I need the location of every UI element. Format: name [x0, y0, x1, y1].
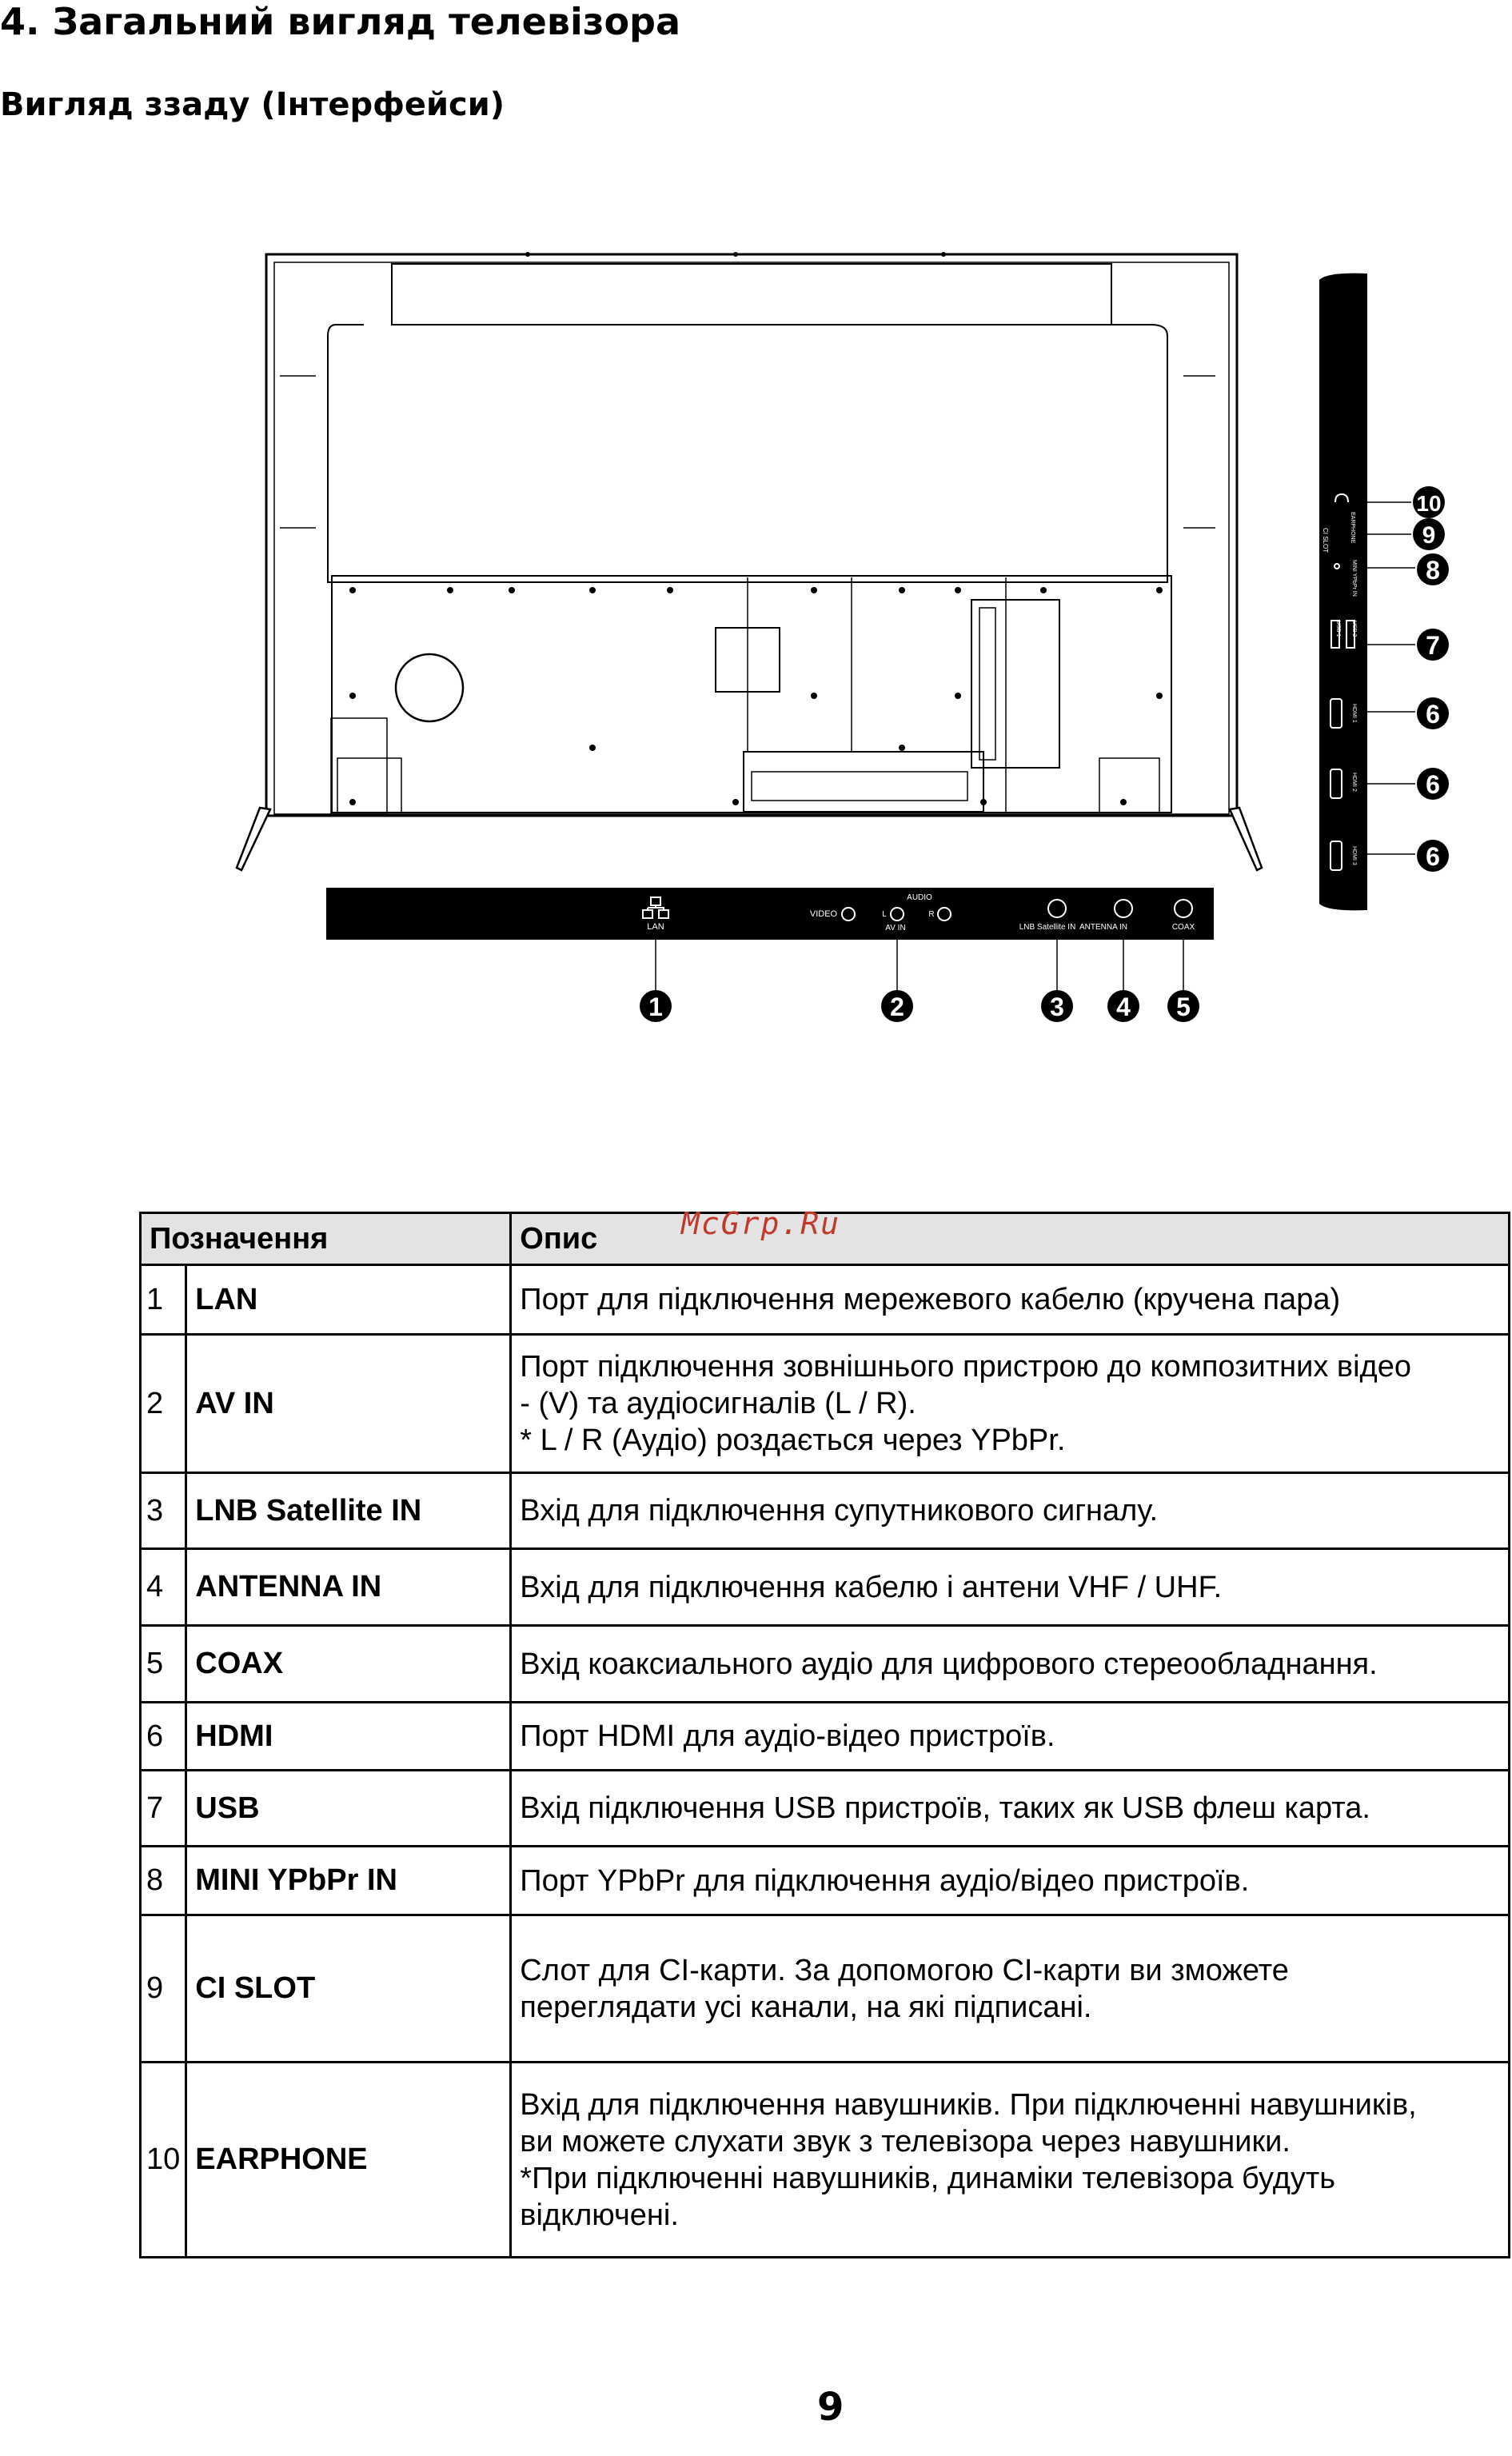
- row-description: Вхід для підключення кабелю і антени VHF / UHF.: [511, 1549, 1510, 1626]
- lan-label: LAN: [647, 922, 664, 932]
- callout-6-b: [1417, 768, 1449, 800]
- callout-9: [1413, 518, 1445, 550]
- section-heading: 4. Загальний вигляд телевізора: [0, 0, 681, 43]
- callout-8: [1417, 553, 1449, 585]
- row-number: 8: [141, 1847, 186, 1915]
- row-description: Вхід для підключення навушників. При підключенні навушників, ви можете слухати звук з телевізора через навушники. *При підключенні навушників, динаміки телевізора будуть відключені.: [511, 2063, 1510, 2258]
- table-row: [141, 1915, 1510, 2063]
- svg-text:7: 7: [1426, 631, 1440, 660]
- row-number: 10: [141, 2063, 186, 2258]
- table-row: [141, 1626, 1510, 1703]
- table-row: [141, 1265, 1510, 1335]
- svg-text:5: 5: [1176, 992, 1191, 1021]
- row-name: ANTENNA IN: [186, 1549, 511, 1626]
- header-description: Опис: [511, 1213, 1510, 1265]
- video-label: VIDEO: [809, 909, 838, 919]
- table-row: [141, 1703, 1510, 1771]
- svg-text:9: 9: [1422, 522, 1436, 549]
- hdmi3-label: HDMI 3: [1351, 846, 1357, 865]
- svg-text:1: 1: [648, 992, 663, 1021]
- callout-7: [1417, 629, 1449, 661]
- svg-text:6: 6: [1426, 770, 1440, 799]
- callout-10: [1413, 486, 1445, 518]
- screw-dots: [349, 252, 1163, 805]
- mini-ypbpr-label: MINI YPbPr IN: [1351, 560, 1357, 597]
- row-name: CI SLOT: [186, 1915, 511, 2063]
- audio-r-label: R: [928, 910, 935, 919]
- audio-l-label: L: [882, 910, 887, 919]
- side-leader-lines: [1367, 502, 1415, 854]
- row-description: Вхід коаксиального аудіо для цифрового стереообладнання.: [511, 1626, 1510, 1703]
- row-description: Вхід для підключення супутникового сигналу.: [511, 1473, 1510, 1549]
- row-name: LAN: [186, 1265, 511, 1335]
- usb1-label: USB 1: [1335, 621, 1341, 637]
- row-number: 5: [141, 1626, 186, 1703]
- hdmi2-label: HDMI 2: [1351, 773, 1357, 792]
- callout-6-a: [1417, 697, 1449, 729]
- row-name: EARPHONE: [186, 2063, 511, 2258]
- row-name: USB: [186, 1771, 511, 1847]
- bottom-leader-lines: [656, 940, 1183, 990]
- svg-text:3: 3: [1050, 992, 1064, 1021]
- row-description: Порт YPbPr для підключення аудіо/відео пристроїв.: [511, 1847, 1510, 1915]
- row-description: Порт для підключення мережевого кабелю (кручена пара): [511, 1265, 1510, 1335]
- svg-text:6: 6: [1426, 842, 1440, 871]
- svg-text:6: 6: [1426, 700, 1440, 729]
- section-subheading: Вигляд ззаду (Інтерфейси): [0, 86, 505, 123]
- row-name: HDMI: [186, 1703, 511, 1771]
- lnb-label: LNB Satellite IN: [1019, 923, 1076, 932]
- tv-back-drawing: [237, 254, 1262, 870]
- callout-1: [640, 990, 672, 1022]
- svg-text:4: 4: [1116, 992, 1131, 1021]
- callout-5: [1167, 990, 1199, 1022]
- callout-2: [881, 990, 913, 1022]
- row-description: Порт HDMI для аудіо-відео пристроїв.: [511, 1703, 1510, 1771]
- table-row: [141, 2063, 1510, 2258]
- page-number: 9: [817, 2385, 844, 2430]
- row-description: Порт підключення зовнішнього пристрою до композитних відео - (V) та аудіосигналів (L / R). * L / R (Аудіо) роздається через YPbPr.: [511, 1335, 1510, 1473]
- row-name: MINI YPbPr IN: [186, 1847, 511, 1915]
- ci-slot-label: CI SLOT: [1322, 528, 1329, 553]
- antenna-label: ANTENNA IN: [1079, 923, 1128, 932]
- row-description: Слот для CI-карти. За допомогою CI-карти ви зможете переглядати усі канали, на які підписані.: [511, 1915, 1510, 2063]
- row-description: Вхід підключення USB пристроїв, таких як USB флеш карта.: [511, 1771, 1510, 1847]
- svg-text:8: 8: [1426, 556, 1440, 585]
- row-name: AV IN: [186, 1335, 511, 1473]
- table-row: [141, 1473, 1510, 1549]
- callout-6-c: [1417, 840, 1449, 872]
- row-number: 7: [141, 1771, 186, 1847]
- table-row: [141, 1847, 1510, 1915]
- row-number: 3: [141, 1473, 186, 1549]
- svg-text:10: 10: [1416, 491, 1442, 516]
- audio-label: AUDIO: [907, 893, 932, 902]
- row-number: 1: [141, 1265, 186, 1335]
- earphone-label: EARPHONE: [1350, 512, 1355, 544]
- coax-label: COAX: [1171, 923, 1195, 932]
- callout-4: [1107, 990, 1139, 1022]
- svg-text:2: 2: [890, 992, 904, 1021]
- table-row: [141, 1771, 1510, 1847]
- hdmi1-label: HDMI 1: [1351, 704, 1357, 723]
- av-in-label: AV IN: [885, 924, 906, 932]
- tv-rear-diagram: [0, 0, 1512, 1040]
- usb2-label: USB 2: [1351, 621, 1357, 637]
- row-name: COAX: [186, 1626, 511, 1703]
- header-designation: Позначення: [141, 1213, 511, 1265]
- row-number: 6: [141, 1703, 186, 1771]
- row-number: 9: [141, 1915, 186, 2063]
- side-interface-panel: [1319, 274, 1367, 911]
- row-number: 4: [141, 1549, 186, 1626]
- bottom-interface-panel: [326, 888, 1214, 940]
- ports-table: [139, 1212, 1510, 2258]
- callout-3: [1041, 990, 1073, 1022]
- table-row: [141, 1335, 1510, 1473]
- row-number: 2: [141, 1335, 186, 1473]
- row-name: LNB Satellite IN: [186, 1473, 511, 1549]
- table-row: [141, 1549, 1510, 1626]
- watermark: McGrp.Ru: [681, 1206, 841, 1241]
